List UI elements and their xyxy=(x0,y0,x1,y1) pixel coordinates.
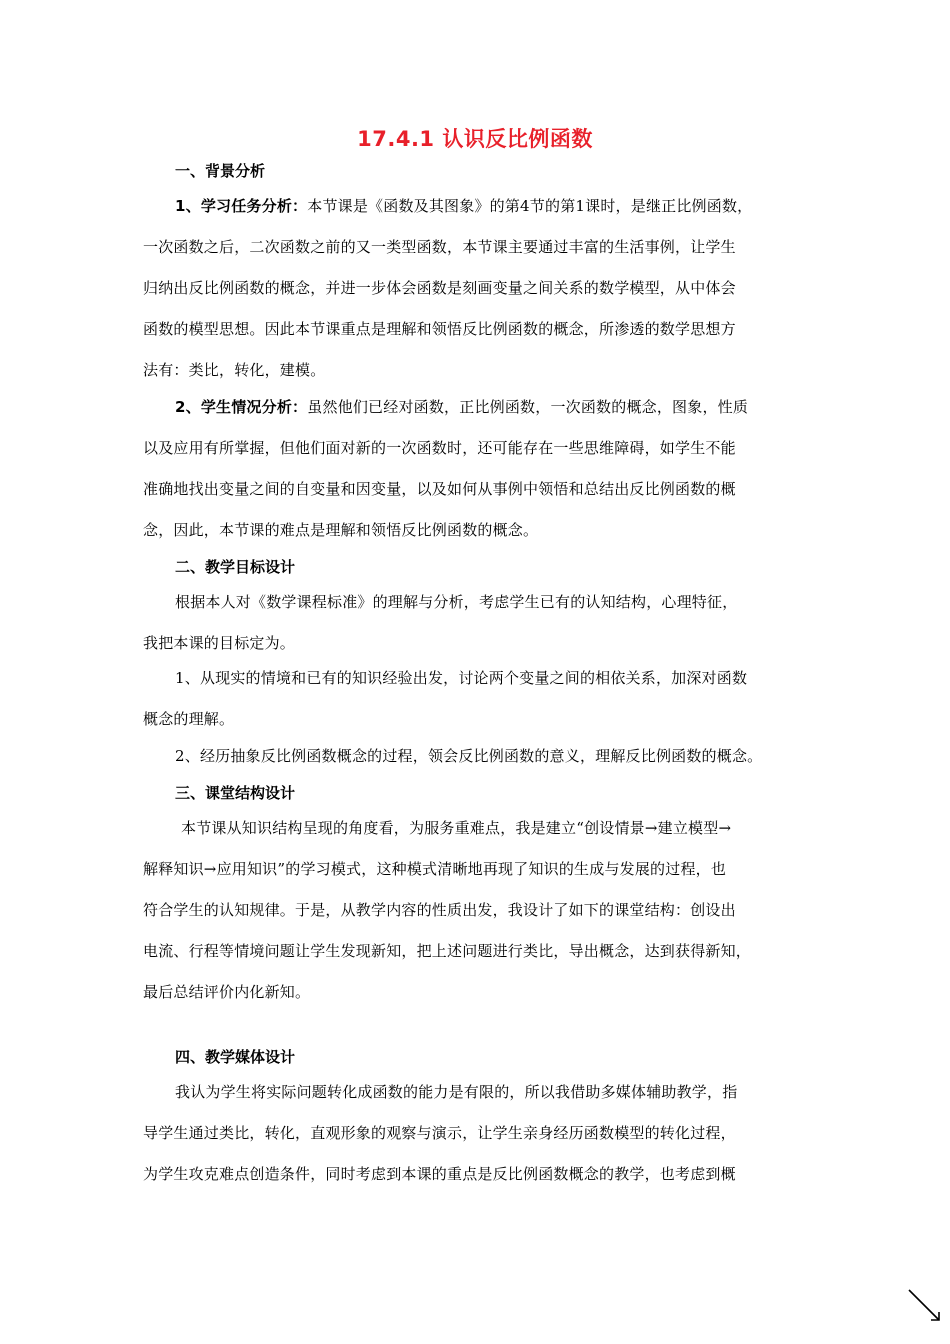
page-title: 17.4.1 认识反比例函数 xyxy=(357,127,593,151)
paragraph-line: 概念的理解。 xyxy=(143,710,235,728)
paragraph-line: 准确地找出变量之间的自变量和因变量，以及如何从事例中领悟和总结出反比例函数的概 xyxy=(143,480,736,498)
paragraph-lead: 2、学生情况分析： xyxy=(175,398,308,416)
paragraph-line: 一次函数之后，二次函数之前的又一类型函数，本节课主要通过丰富的生活事例，让学生 xyxy=(143,238,736,256)
section-heading-objectives: 二、教学目标设计 xyxy=(175,558,296,576)
paragraph-line: 符合学生的认知规律。于是，从教学内容的性质出发，我设计了如下的课堂结构：创设出 xyxy=(143,901,736,919)
page-turn-arrow-icon[interactable] xyxy=(905,1286,945,1326)
paragraph-line: 最后总结评价内化新知。 xyxy=(143,983,311,1001)
paragraph-line xyxy=(175,195,752,216)
paragraph-lead: 1、学习任务分析： xyxy=(175,197,308,215)
paragraph-line: 函数的模型思想。因此本节课重点是理解和领悟反比例函数的概念，所渗透的数学思想方 xyxy=(143,320,736,338)
paragraph-text: 虽然他们已经对函数，正比例函数，一次函数的概念，图象，性质 xyxy=(307,398,749,416)
paragraph-line: 为学生攻克难点创造条件，同时考虑到本课的重点是反比例函数概念的教学，也考虑到概 xyxy=(143,1165,736,1183)
paragraph-line: 1、从现实的情境和已有的知识经验出发，讨论两个变量之间的相依关系，加深对函数 xyxy=(175,669,748,687)
paragraph-line: 导学生通过类比，转化，直观形象的观察与演示，让学生亲身经历函数模型的转化过程， xyxy=(143,1124,736,1142)
paragraph-line: 我把本课的目标定为。 xyxy=(143,634,296,652)
paragraph-line: 本节课从知识结构呈现的角度看，为服务重难点，我是建立“创设情景→建立模型→ xyxy=(181,819,732,837)
paragraph-text: 本节课是《函数及其图象》的第4节的第1课时，是继正比例函数， xyxy=(307,197,753,215)
section-heading-structure: 三、课堂结构设计 xyxy=(175,784,296,802)
paragraph-line: 念，因此，本节课的难点是理解和领悟反比例函数的概念。 xyxy=(143,521,539,539)
paragraph-line: 我认为学生将实际问题转化成函数的能力是有限的，所以我借助多媒体辅助教学，指 xyxy=(175,1083,738,1101)
section-heading-media: 四、教学媒体设计 xyxy=(175,1048,296,1066)
paragraph-line: 归纳出反比例函数的概念，并进一步体会函数是刻画变量之间关系的数学模型，从中体会 xyxy=(143,279,736,297)
paragraph-line: 2、经历抽象反比例函数概念的过程，领会反比例函数的意义，理解反比例函数的概念。 xyxy=(175,747,763,765)
paragraph-line: 以及应用有所掌握，但他们面对新的一次函数时，还可能存在一些思维障碍，如学生不能 xyxy=(143,439,736,457)
paragraph-line xyxy=(175,396,748,417)
section-heading-background: 一、背景分析 xyxy=(175,162,266,180)
paragraph-line: 根据本人对《数学课程标准》的理解与分析，考虑学生已有的认知结构，心理特征， xyxy=(175,593,738,611)
paragraph-line: 电流、行程等情境问题让学生发现新知，把上述问题进行类比，导出概念，达到获得新知， xyxy=(143,942,752,960)
paragraph-line: 法有：类比，转化，建模。 xyxy=(143,361,326,379)
paragraph-line: 解释知识→应用知识”的学习模式，这种模式清晰地再现了知识的生成与发展的过程，也 xyxy=(143,860,727,878)
